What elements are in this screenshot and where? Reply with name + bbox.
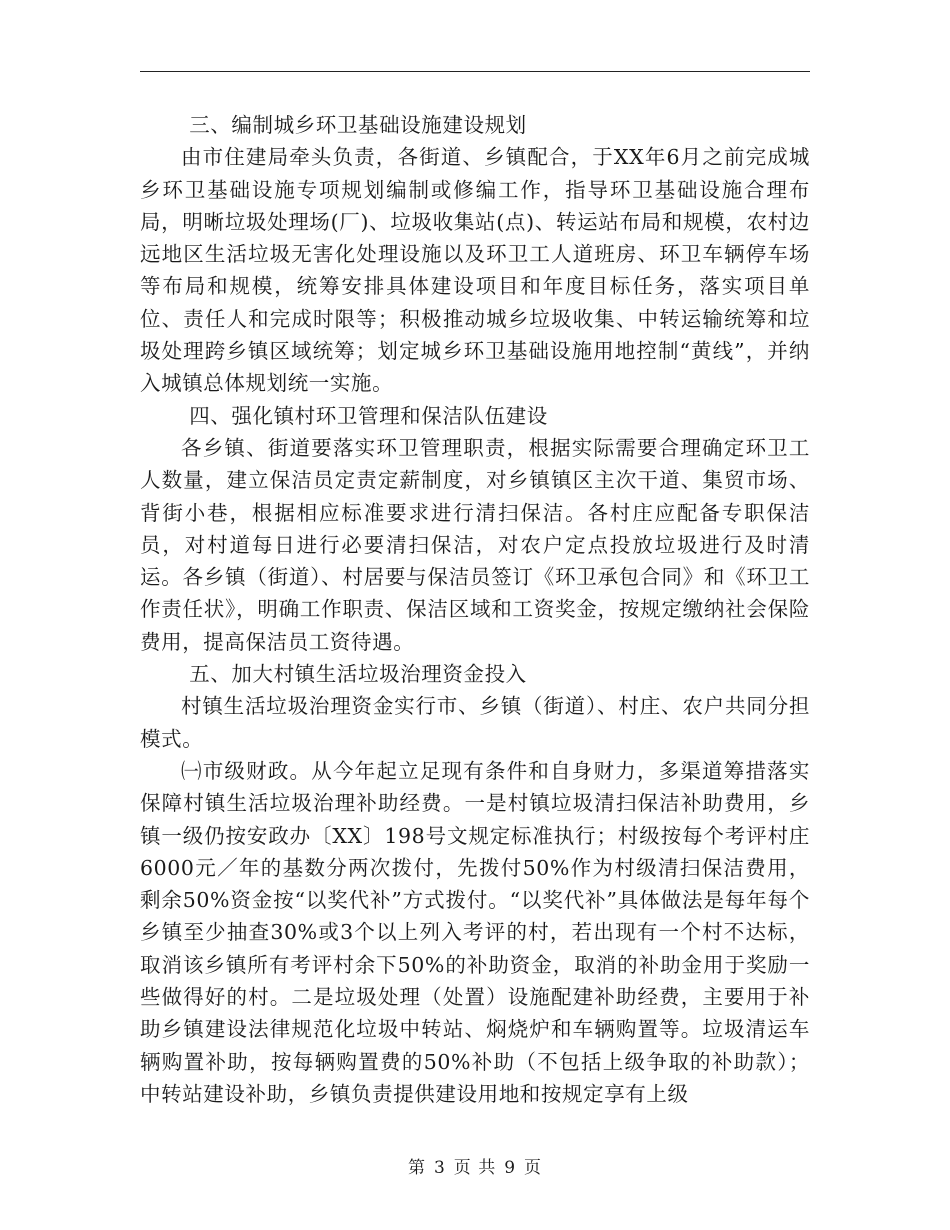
paragraph: ㈠市级财政。从今年起立足现有条件和自身财力，多渠道筹措落实保障村镇生活垃圾治理补助经费。一是村镇垃圾清扫保洁补助费用，乡镇一级仍按安政办〔XX〕198号文规定标准执行；村级按每个考评村庄6000元／年的基数分两次拨付，先拨付50%作为村级清扫保洁费用，剩余50%资金按“以奖代补”方式拨付。“以奖代补”具体做法是每年每个乡镇至少抽查30%或3个以上列入考评的村，若出现有一个村不达标，取消该乡镇所有考评村余下50%的补助资金，取消的补助金用于奖励一些做得好的村。二是垃圾处理（处置）设施配建补助经费，主要用于补助乡镇建设法律规范化垃圾中转站、焖烧炉和车辆购置等。垃圾清运车辆购置补助，按每辆购置费的50%补助（不包括上级争取的补助款）；中转站建设补助，乡镇负责提供建设用地和按规定享有上级 (140, 758, 810, 1106)
footer-prefix: 第 (407, 1158, 426, 1178)
footer-suffix: 页 (524, 1158, 543, 1178)
section-heading: 五、加大村镇生活垃圾治理资金投入 (189, 662, 527, 687)
page-footer (0, 1153, 950, 1178)
footer-middle: 页 共 (453, 1158, 497, 1178)
paragraph: 村镇生活垃圾治理资金实行市、乡镇（街道）、村庄、农户共同分担模式。 (140, 694, 810, 751)
page-number: 3 (433, 1158, 446, 1178)
document-body (140, 109, 810, 1110)
paragraph: 各乡镇、街道要落实环卫管理职责，根据实际需要合理确定环卫工人数量，建立保洁员定责定薪制度，对乡镇镇区主次干道、集贸市场、背街小巷，根据相应标准要求进行清扫保洁。各村庄应配备专职保洁员，对村道每日进行必要清扫保洁，对农户定点投放垃圾进行及时清运。各乡镇（街道）、村居要与保洁员签订《环卫承包合同》和《环卫工作责任状》，明确工作职责、保洁区域和工资奖金，按规定缴纳社会保险费用，提高保洁员工资待遇。 (140, 435, 810, 654)
header-rule (140, 71, 810, 72)
section-heading: 四、强化镇村环卫管理和保洁队伍建设 (189, 403, 548, 428)
paragraph: 由市住建局牵头负责，各街道、乡镇配合，于XX年6月之前完成城乡环卫基础设施专项规划编制或修编工作，指导环卫基础设施合理布局，明晰垃圾处理场(厂)、垃圾收集站(点)、转运站布局和规模，农村边远地区生活垃圾无害化处理设施以及环卫工人道班房、环卫车辆停车场等布局和规模，统筹安排具体建设项目和年度目标任务，落实项目单位、责任人和完成时限等；积极推动城乡垃圾收集、中转运输统筹和垃圾处理跨乡镇区域统筹；划定城乡环卫基础设施用地控制“黄线”，并纳入城镇总体规划统一实施。 (140, 145, 810, 396)
section-heading: 三、编制城乡环卫基础设施建设规划 (189, 113, 527, 137)
page-total: 9 (504, 1158, 517, 1178)
